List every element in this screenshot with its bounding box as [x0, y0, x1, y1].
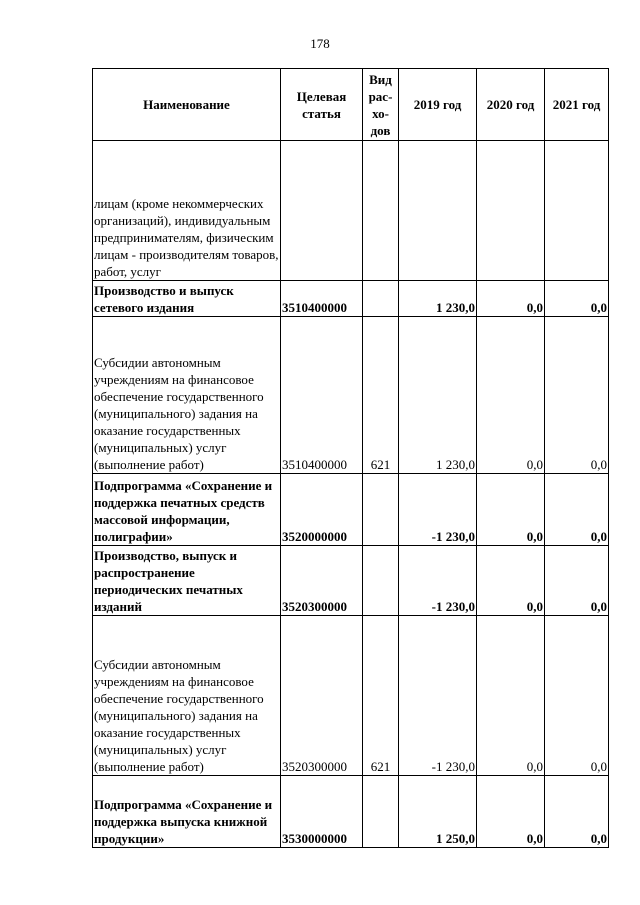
row-name: Подпрограмма «Сохранение и поддержка выпуска книжной продукции»: [93, 776, 281, 848]
row-2021: 0,0: [545, 546, 609, 616]
row-2020: 0,0: [477, 616, 545, 776]
row-2020: [477, 141, 545, 281]
row-code: 3520000000: [281, 474, 363, 546]
row-kind: [363, 474, 399, 546]
row-code: 3530000000: [281, 776, 363, 848]
row-2021: [545, 141, 609, 281]
row-kind: 621: [363, 317, 399, 474]
row-code: 3520300000: [281, 546, 363, 616]
row-2019: [399, 141, 477, 281]
row-2019: 1 230,0: [399, 317, 477, 474]
row-code: 3510400000: [281, 281, 363, 317]
row-kind: 621: [363, 616, 399, 776]
table-row: [93, 546, 609, 616]
table-row: [93, 281, 609, 317]
row-code: 3520300000: [281, 616, 363, 776]
row-name: Производство, выпуск и распространение периодических печатных изданий: [93, 546, 281, 616]
header-2021: 2021 год: [545, 69, 609, 141]
budget-table: [92, 68, 609, 848]
row-2019: 1 230,0: [399, 281, 477, 317]
row-2020: 0,0: [477, 281, 545, 317]
table-row: [93, 474, 609, 546]
header-name: Наименование: [93, 69, 281, 141]
row-2020: 0,0: [477, 317, 545, 474]
row-code: 3510400000: [281, 317, 363, 474]
row-2019: -1 230,0: [399, 616, 477, 776]
page-number: 178: [310, 36, 330, 51]
row-2021: 0,0: [545, 776, 609, 848]
table-row: [93, 776, 609, 848]
row-kind: [363, 546, 399, 616]
row-kind: [363, 141, 399, 281]
row-2020: 0,0: [477, 776, 545, 848]
header-2019: 2019 год: [399, 69, 477, 141]
row-2019: 1 250,0: [399, 776, 477, 848]
row-2019: -1 230,0: [399, 546, 477, 616]
row-2021: 0,0: [545, 281, 609, 317]
header-kind: Вид рас-хо-дов: [363, 69, 399, 141]
row-name: лицам (кроме некоммерческих организаций), индивидуальным предпринимателям, физическим лицам - производителям товаров, работ, услуг: [93, 141, 281, 281]
row-2021: 0,0: [545, 317, 609, 474]
table-row: [93, 317, 609, 474]
row-2020: 0,0: [477, 546, 545, 616]
row-2019: -1 230,0: [399, 474, 477, 546]
row-2021: 0,0: [545, 616, 609, 776]
table-row: [93, 141, 609, 281]
row-kind: [363, 776, 399, 848]
row-name: Производство и выпуск сетевого издания: [93, 281, 281, 317]
row-name: Субсидии автономным учреждениям на финансовое обеспечение государственного (муниципального) задания на оказание государственных (муниципальных) услуг (выполнение работ): [93, 317, 281, 474]
header-code: Целевая статья: [281, 69, 363, 141]
header-row: [93, 69, 609, 141]
table-row: [93, 616, 609, 776]
row-name: Субсидии автономным учреждениям на финансовое обеспечение государственного (муниципального) задания на оказание государственных (муниципальных) услуг (выполнение работ): [93, 616, 281, 776]
row-2020: 0,0: [477, 474, 545, 546]
header-2020: 2020 год: [477, 69, 545, 141]
row-2021: 0,0: [545, 474, 609, 546]
row-kind: [363, 281, 399, 317]
row-name: Подпрограмма «Сохранение и поддержка печатных средств массовой информации, полиграфии»: [93, 474, 281, 546]
row-code: [281, 141, 363, 281]
